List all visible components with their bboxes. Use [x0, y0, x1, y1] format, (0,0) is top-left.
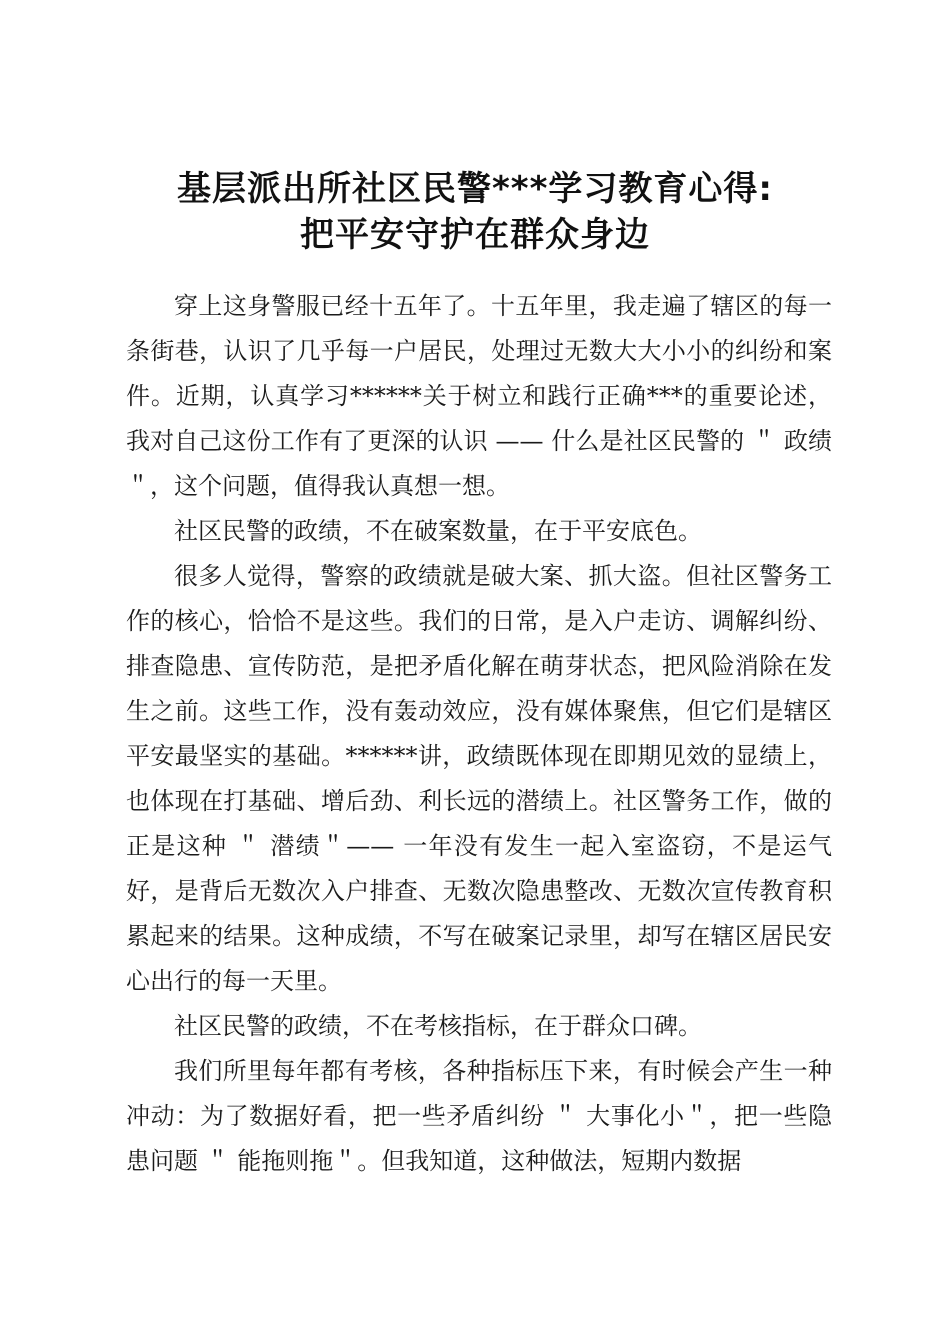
title-line-2: 把平安守护在群众身边	[300, 215, 650, 255]
title-line-1: 基层派出所社区民警***学习教育心得:	[177, 169, 773, 209]
document-title	[60, 166, 890, 258]
body-paragraph-1: 穿上这身警服已经十五年了。十五年里，我走遍了辖区的每一条街巷，认识了几乎每一户居民，处理过无数大大小小的纠纷和案件。近期，认真学习******关于树立和践行正确***的重要论述，我对自己这份工作有了更深的认识 —— 什么是社区民警的 ＂ 政绩＂，这个问题，值得我认真想一想。	[126, 292, 832, 500]
body-paragraph-4: 社区民警的政绩，不在考核指标，在于群众口碑。	[174, 1012, 702, 1040]
body-paragraph-3: 很多人觉得，警察的政绩就是破大案、抓大盗。但社区警务工作的核心，恰恰不是这些。我们的日常，是入户走访、调解纠纷、排查隐患、宣传防范，是把矛盾化解在萌芽状态，把风险消除在发生之前。这些工作，没有轰动效应，没有媒体聚焦，但它们是辖区平安最坚实的基础。******讲，政绩既体现在即期见效的显绩上，也体现在打基础、增后劲、利长远的潜绩上。社区警务工作，做的正是这种 ＂ 潜绩＂—— 一年没有发生一起入室盗窃，不是运气好，是背后无数次入户排查、无数次隐患整改、无数次宣传教育积累起来的结果。这种成绩，不写在破案记录里，却写在辖区居民安心出行的每一天里。	[126, 562, 832, 995]
body-paragraph-2: 社区民警的政绩，不在破案数量，在于平安底色。	[174, 517, 702, 545]
document-body	[126, 284, 832, 1184]
body-paragraph-5: 我们所里每年都有考核，各种指标压下来，有时候会产生一种冲动：为了数据好看，把一些矛盾纠纷 ＂ 大事化小＂，把一些隐患问题 ＂ 能拖则拖＂。但我知道，这种做法，短期内数据	[126, 1057, 832, 1175]
